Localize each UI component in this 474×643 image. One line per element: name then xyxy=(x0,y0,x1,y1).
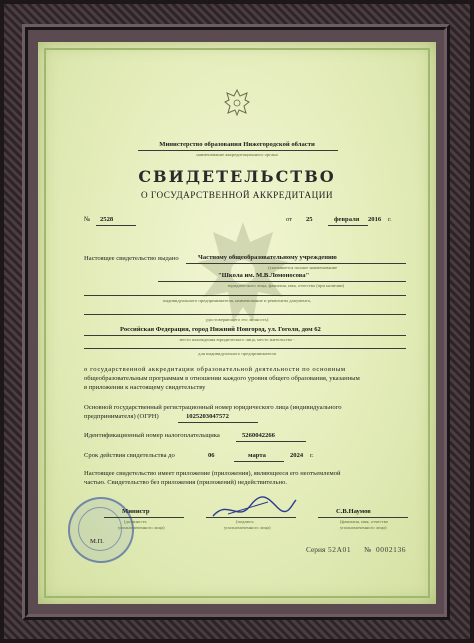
date-day: 25 xyxy=(306,216,313,223)
certificate-number: 2528 xyxy=(100,216,114,223)
organization-line1: Частному общеобразовательному учреждению xyxy=(198,254,337,261)
signer-caption-2: уполномоченного лица) xyxy=(340,525,387,530)
date-year-suffix: г. xyxy=(388,216,392,223)
signature-caption-1: (подпись xyxy=(236,519,254,524)
signer-caption-1: (фамилия, имя, отчество xyxy=(340,519,389,524)
ogrn-value: 1025203047572 xyxy=(186,413,229,420)
valid-year-suffix: г. xyxy=(310,452,314,459)
appendix-note-1: Настоящее свидетельство имеет приложение (приложения), являющееся его неотъемлемой xyxy=(84,470,341,477)
position-caption-1: (должность xyxy=(124,519,147,524)
signature-caption-2: уполномоченного лица) xyxy=(224,525,271,530)
ministry-caption: наименование аккредитационного органа xyxy=(196,152,278,157)
signer-name: С.В.Наумов xyxy=(336,508,371,515)
date-year: 2016 xyxy=(368,216,382,223)
body-paragraph-3: в приложении к настоящему свидетельству xyxy=(84,384,206,391)
stamp-place-label: М.П. xyxy=(90,538,104,545)
body-paragraph-1: о государственной аккредитации образовательной деятельности по основным xyxy=(84,366,346,373)
certificate-subtitle: О ГОСУДАРСТВЕННОЙ АККРЕДИТАЦИИ xyxy=(141,190,333,200)
date-from-label: от xyxy=(286,216,293,223)
valid-day: 06 xyxy=(208,452,215,459)
address-caption1: место нахождения юридического лица, место жительства - xyxy=(179,337,295,342)
organization-caption1: (указывается полное наименование xyxy=(268,265,338,270)
body-paragraph-2: общеобразовательным программам в отношении каждого уровня общего образования, указанным xyxy=(84,375,360,382)
date-month: февраля xyxy=(334,216,360,223)
ogrn-label-2: предпринимателя) (ОГРН) xyxy=(84,413,159,420)
inn-label: Идентификационный номер налогоплательщика xyxy=(84,432,220,439)
inn-value: 5260042266 xyxy=(242,432,275,439)
series-number: 0002136 xyxy=(376,545,407,554)
valid-until-label: Срок действия свидетельства до xyxy=(84,452,175,459)
organization-caption2: юридического лица, фамилия, имя, отчество (при наличии) xyxy=(228,283,345,288)
certificate-paper xyxy=(38,42,436,604)
ogrn-label-1: Основной государственный регистрационный номер юридического лица (индивидуального xyxy=(84,404,342,411)
caption-entrepreneur: индивидуального предпринимателя, наименование и реквизиты документа, xyxy=(162,298,311,303)
appendix-note-2: частью. Свидетельство без приложения (приложений) недействительно. xyxy=(84,479,287,486)
valid-year: 2024 xyxy=(290,452,304,459)
series-label: Серия xyxy=(306,545,326,554)
issued-label: Настоящее свидетельство выдано xyxy=(84,255,179,262)
signer-position: Министр xyxy=(122,508,150,515)
caption-identity: удостоверяющего его личность) xyxy=(205,317,269,322)
certificate-title: СВИДЕТЕЛЬСТВО xyxy=(138,167,336,186)
valid-month: марта xyxy=(248,452,266,459)
official-seal-icon xyxy=(68,497,134,563)
number-label: № xyxy=(84,216,91,223)
position-caption-2: уполномоченного лица) xyxy=(118,525,165,530)
coat-of-arms-icon xyxy=(224,88,250,116)
series-code: 52А01 xyxy=(328,545,352,554)
organization-line2: "Школа им. М.В.Ломоносова" xyxy=(218,272,310,279)
address-caption2: для индивидуального предпринимателя xyxy=(198,351,276,356)
organization-address: Российская Федерация, город Нижний Новгород, ул. Гоголя, дом 62 xyxy=(120,326,321,333)
ministry-name: Министерство образования Нижегородской области xyxy=(159,141,315,148)
series-number-label: № xyxy=(364,545,372,554)
